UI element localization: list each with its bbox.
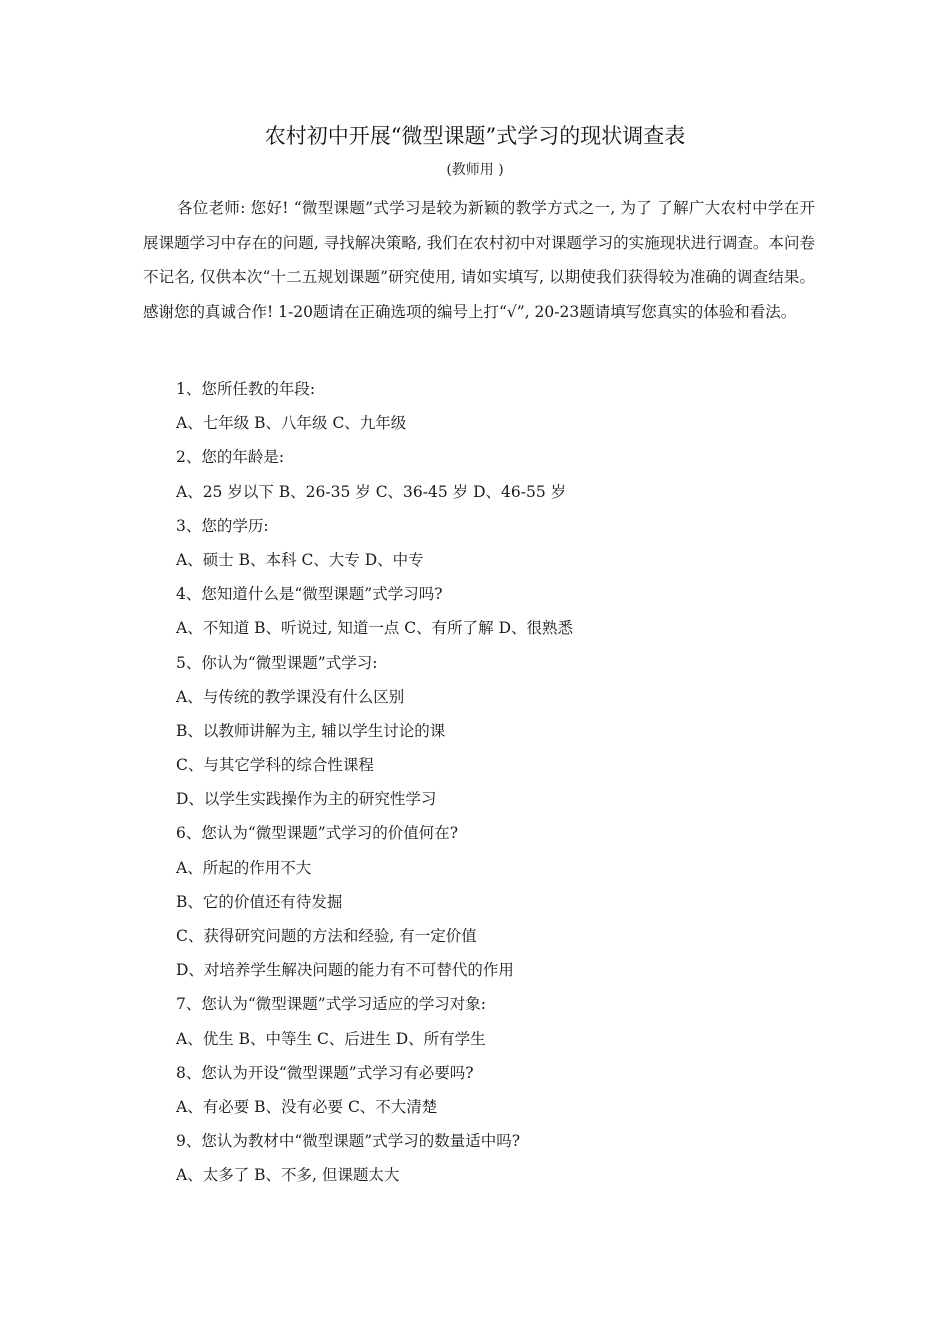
question-list xyxy=(176,372,573,1193)
intro-paragraph: 各位老师: 您好! “微型课题”式学习是较为新颖的教学方式之一, 为了 了解广大农村中学在开展课题学习中存在的问题, 寻找解决策略, 我们在农村初中对课题学习的实施现状进行调查。本问卷不记名, 仅供本次“十二五规划课题”研究使用, 请如实填写, 以期使我们获得较为准确的调查结果。感谢您的真诚合作! 1-20题请在正确选项的编号上打“√”, 20-23题请填写您真实的体验和看法。 xyxy=(143,199,815,321)
options-4: A、不知道 B、听说过, 知道一点 C、有所了解 D、很熟悉 xyxy=(176,619,574,638)
page-title: 农村初中开展“微型课题”式学习的现状调查表 xyxy=(264,124,686,148)
option-5a: A、与传统的教学课没有什么区别 xyxy=(176,687,405,706)
question-7: 7、您认为“微型课题”式学习适应的学习对象: xyxy=(176,995,486,1014)
option-6d: D、对培养学生解决问题的能力有不可替代的作用 xyxy=(176,961,514,980)
question-6: 6、您认为“微型课题”式学习的价值何在? xyxy=(176,824,459,843)
page-subtitle: (教师用 ) xyxy=(446,162,504,178)
options-1: A、七年级 B、八年级 C、九年级 xyxy=(176,414,407,433)
option-5c: C、与其它学科的综合性课程 xyxy=(176,756,374,775)
option-5b: B、以教师讲解为主, 辅以学生讨论的课 xyxy=(176,721,446,740)
question-9: 9、您认为教材中“微型课题”式学习的数量适中吗? xyxy=(176,1132,521,1151)
options-8: A、有必要 B、没有必要 C、不大清楚 xyxy=(176,1097,438,1116)
question-4: 4、您知道什么是“微型课题”式学习吗? xyxy=(176,585,443,604)
question-1: 1、您所任教的年段: xyxy=(176,380,316,398)
options-2: A、25 岁以下 B、26-35 岁 C、36-45 岁 D、46-55 岁 xyxy=(176,482,567,501)
question-2: 2、您的年龄是: xyxy=(176,448,285,467)
option-5d: D、以学生实践操作为主的研究性学习 xyxy=(176,790,437,809)
question-5: 5、你认为“微型课题”式学习: xyxy=(176,653,378,672)
option-6a: A、所起的作用不大 xyxy=(176,858,312,877)
options-3: A、硕士 B、本科 C、大专 D、中专 xyxy=(176,550,424,569)
question-3: 3、您的学历: xyxy=(176,516,269,535)
question-8: 8、您认为开设“微型课题”式学习有必要吗? xyxy=(176,1063,474,1082)
option-6c: C、获得研究问题的方法和经验, 有一定价值 xyxy=(176,927,477,945)
options-7: A、优生 B、中等生 C、后进生 D、所有学生 xyxy=(176,1029,486,1048)
option-6b: B、它的价值还有待发掘 xyxy=(176,892,343,911)
options-9: A、太多了 B、不多, 但课题太大 xyxy=(176,1166,400,1185)
